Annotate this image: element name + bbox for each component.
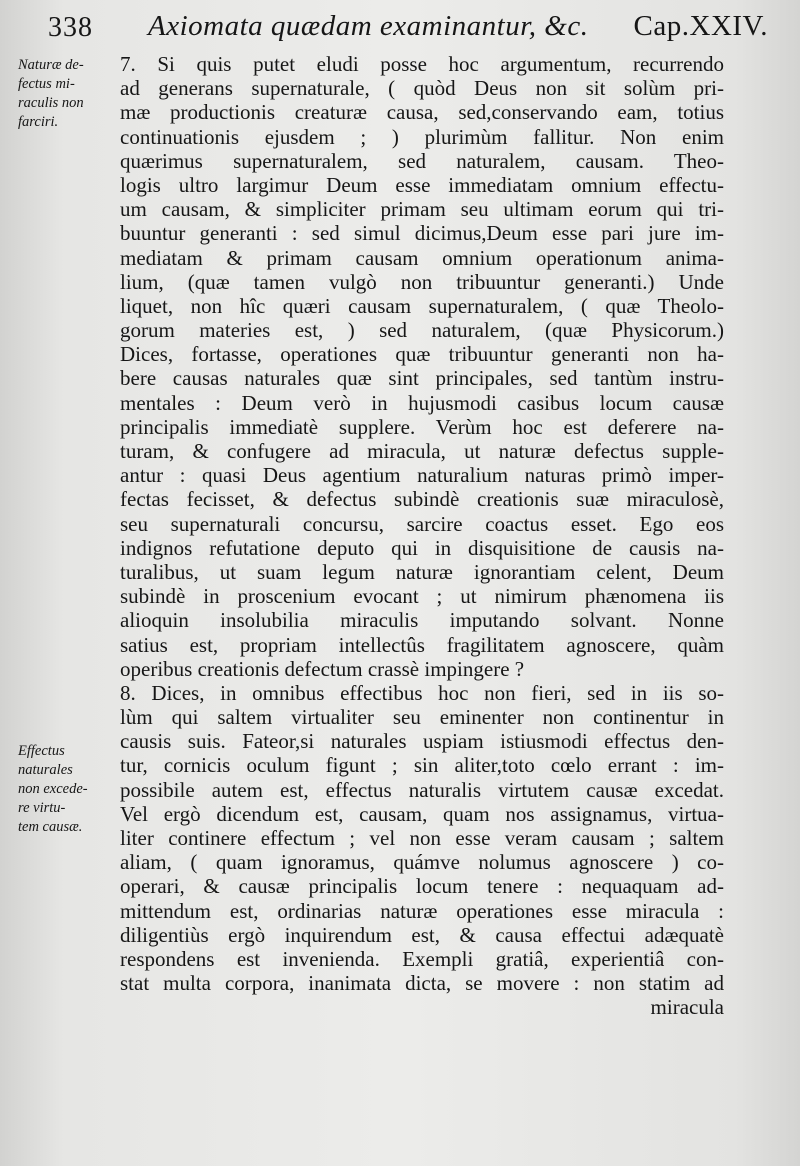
margin-note-line: tem causæ.	[18, 819, 83, 835]
text-line: turalibus, ut suam legum naturæ ignorantiam celent, Deum	[120, 559, 724, 584]
text-line: fectas fecisset, & defectus subindè creationis suæ miraculosè,	[120, 487, 724, 512]
margin-note-2	[18, 742, 120, 837]
text-line: ad generans supernaturale, ( quòd Deus non sit solùm pri-	[120, 76, 724, 101]
text-line: mentales : Deum verò in hujusmodi casibus locum causæ	[120, 390, 724, 415]
margin-note-line: Naturæ de-	[18, 57, 84, 73]
text-line: operibus creationis defectum crassè impingere ?	[120, 656, 525, 681]
text-line: um causam, & simpliciter primam seu ultimam eorum qui tri-	[120, 197, 724, 222]
text-line: 7. Si quis putet eludi posse hoc argumentum, recurrendo	[120, 52, 724, 76]
text-line: continuationis ejusdem ; ) plurimùm fallitur. Non enim	[120, 124, 724, 149]
text-line: subindè in proscenium evocant ; ut nimirum phænomena iis	[120, 584, 724, 609]
text-line: operari, & causæ principalis locum tenere : nequaquam ad-	[120, 874, 724, 899]
margin-note-1	[18, 56, 120, 132]
page-header	[48, 8, 768, 48]
text-line: principalis immediatè supplere. Verùm hoc est deferere na-	[120, 414, 724, 439]
margin-note-line: fectus mi-	[18, 76, 75, 92]
text-line: buuntur generanti : sed simul dicimus,Deum esse pari jure im-	[120, 221, 724, 246]
catchword: miracula	[650, 995, 724, 1020]
text-line: mæ productionis creaturæ causa, sed,conservando eam, totius	[120, 100, 724, 125]
text-line: mittendum est, ordinarias naturæ operationes esse miracula :	[120, 898, 724, 923]
text-line: 8. Dices, in omnibus effectibus hoc non fieri, sed in iis so-	[120, 680, 724, 705]
text-line: aliam, ( quam ignoramus, quámve nolumus agnoscere ) co-	[120, 850, 724, 875]
text-line: Dices, fortasse, operationes quæ tribuuntur generanti non ha-	[120, 342, 724, 367]
chapter-heading: Cap.XXIV.	[633, 10, 768, 42]
text-line: seu supernaturali concursu, sarcire coactus esset. Ego eos	[120, 511, 724, 536]
margin-note-line: re virtu-	[18, 800, 66, 816]
margin-note-line: non excede-	[18, 781, 88, 797]
paragraph-7	[120, 52, 724, 681]
text-line: possibile autem est, effectus naturalis virtutem causæ excedat.	[120, 777, 724, 802]
margin-note-line: naturales	[18, 762, 73, 778]
text-line: alioquin insolubilia miraculis imputando solvant. Nonne	[120, 608, 724, 633]
text-line: bere causas naturales quæ sint principales, sed tantùm instru-	[120, 366, 724, 391]
text-line: turam, & confugere ad miracula, ut naturæ defectus supple-	[120, 439, 724, 463]
margin-note-line: farciri.	[18, 114, 59, 130]
text-line: respondens est invenienda. Exempli gratiâ, experientiâ con-	[120, 946, 724, 971]
paragraph-8	[120, 681, 724, 1020]
margin-note-line: Effectus	[18, 743, 65, 759]
page-body	[120, 52, 724, 1020]
text-line: lùm qui saltem virtualiter seu eminenter non continentur in	[120, 705, 724, 730]
text-line: lium, (quæ tamen vulgò non tribuuntur generanti.) Unde	[120, 269, 724, 294]
text-line: gorum materies est, ) sed naturalem, (quæ Physicorum.)	[120, 318, 724, 343]
text-line: Vel ergò dicendum est, causam, quam nos assignamus, virtua-	[120, 801, 724, 826]
text-line: satius est, propriam intellectûs fragilitatem agnoscere, quàm	[120, 632, 724, 657]
text-line: diligentiùs ergò inquirendum est, & causa effectui adæquatè	[120, 922, 724, 947]
margin-note-line: raculis non	[18, 95, 84, 111]
text-line: indignos refutatione deputo qui in disquisitione de causis na-	[120, 535, 724, 560]
text-line: liter continere effectum ; vel non esse veram causam ; saltem	[120, 826, 724, 850]
text-line: mediatam & primam causam omnium operationum anima-	[120, 245, 724, 270]
running-title: Axiomata quædam examinantur, &c.	[148, 10, 589, 42]
text-line: quærimus supernaturalem, sed naturalem, causam. Theo-	[120, 148, 724, 173]
text-line: stat multa corpora, inanimata dicta, se movere : non statim ad	[120, 971, 724, 996]
text-line: antur : quasi Deus agentium naturalium naturas primò imper-	[120, 463, 724, 488]
text-line: liquet, non hîc quæri causam supernaturalem, ( quæ Theolo-	[120, 293, 724, 318]
text-line: logis ultro largimur Deum esse immediatam omnium effectu-	[120, 172, 724, 197]
page-number: 338	[48, 12, 93, 43]
text-line: causis suis. Fateor,si naturales uspiam istiusmodi effectus den-	[120, 729, 724, 754]
text-line: tur, cornicis oculum figunt ; sin aliter,toto cœlo errant : im-	[120, 753, 724, 778]
